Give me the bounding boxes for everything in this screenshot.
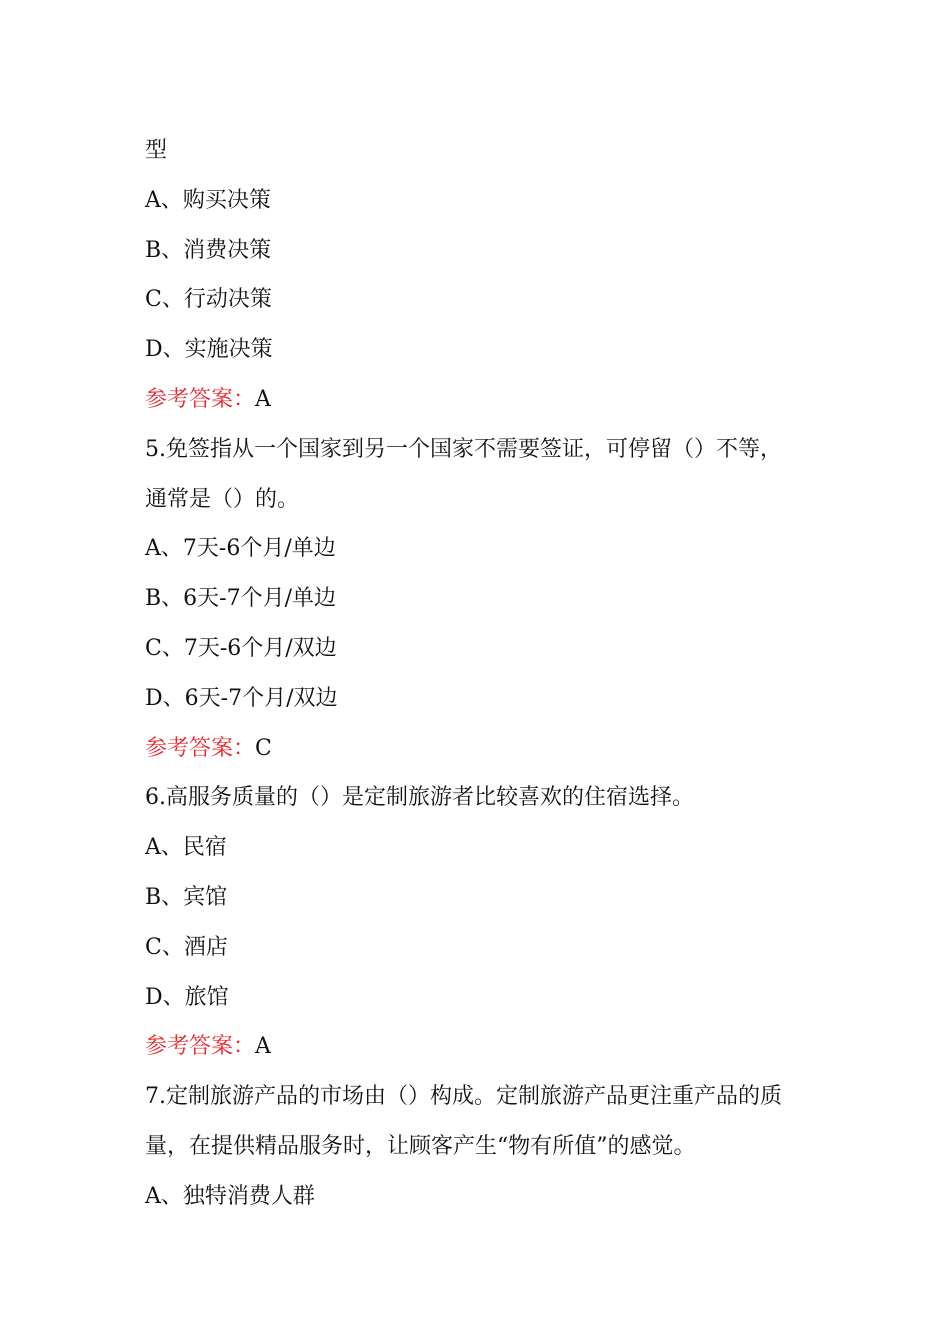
answer-label: 参考答案：: [145, 1034, 256, 1060]
answer-value: A: [255, 386, 271, 412]
question-7-stem-line-2: 量，在提供精品服务时，让顾客产生“物有所值”的感觉。: [145, 1133, 696, 1159]
answer-value: C: [255, 735, 272, 761]
question-5-option-b: B、6天-7个月/单边: [145, 586, 337, 612]
question-7-option-a: A、独特消费人群: [145, 1183, 315, 1209]
question-5-option-a: A、7天-6个月/单边: [145, 536, 336, 562]
question-6-option-c: C、酒店: [145, 934, 228, 960]
question-4-stem-tail: 型: [145, 138, 168, 163]
question-5-stem-line-1: 5.免签指从一个国家到另一个国家不需要签证，可停留（）不等，: [145, 436, 782, 462]
question-6-option-a: A、民宿: [145, 835, 227, 861]
question-6-stem-line-1: 6.高服务质量的（）是定制旅游者比较喜欢的住宿选择。: [145, 785, 694, 811]
question-5-answer: [145, 724, 825, 774]
question-5-option-c: C、7天-6个月/双边: [145, 635, 337, 661]
question-5-option-d: D、6天-7个月/双边: [145, 685, 338, 711]
answer-label: 参考答案：: [145, 735, 256, 761]
answer-value: A: [255, 1034, 271, 1060]
question-7-stem-line-1: 7.定制旅游产品的市场由（）构成。定制旅游产品更注重产品的质: [145, 1084, 782, 1110]
question-4-option-a: A、购买决策: [145, 187, 271, 213]
question-4-answer: [145, 375, 825, 425]
answer-label: 参考答案：: [145, 386, 256, 412]
question-6-option-b: B、宾馆: [145, 884, 228, 910]
question-4-option-d: D、实施决策: [145, 337, 273, 363]
question-4-option-b: B、消费决策: [145, 237, 272, 263]
question-6-option-d: D、旅馆: [145, 984, 229, 1010]
question-6-answer: [145, 1022, 825, 1072]
question-content: [145, 126, 825, 1222]
question-5-stem-line-2: 通常是（）的。: [145, 486, 300, 512]
question-4-option-c: C、行动决策: [145, 287, 272, 313]
